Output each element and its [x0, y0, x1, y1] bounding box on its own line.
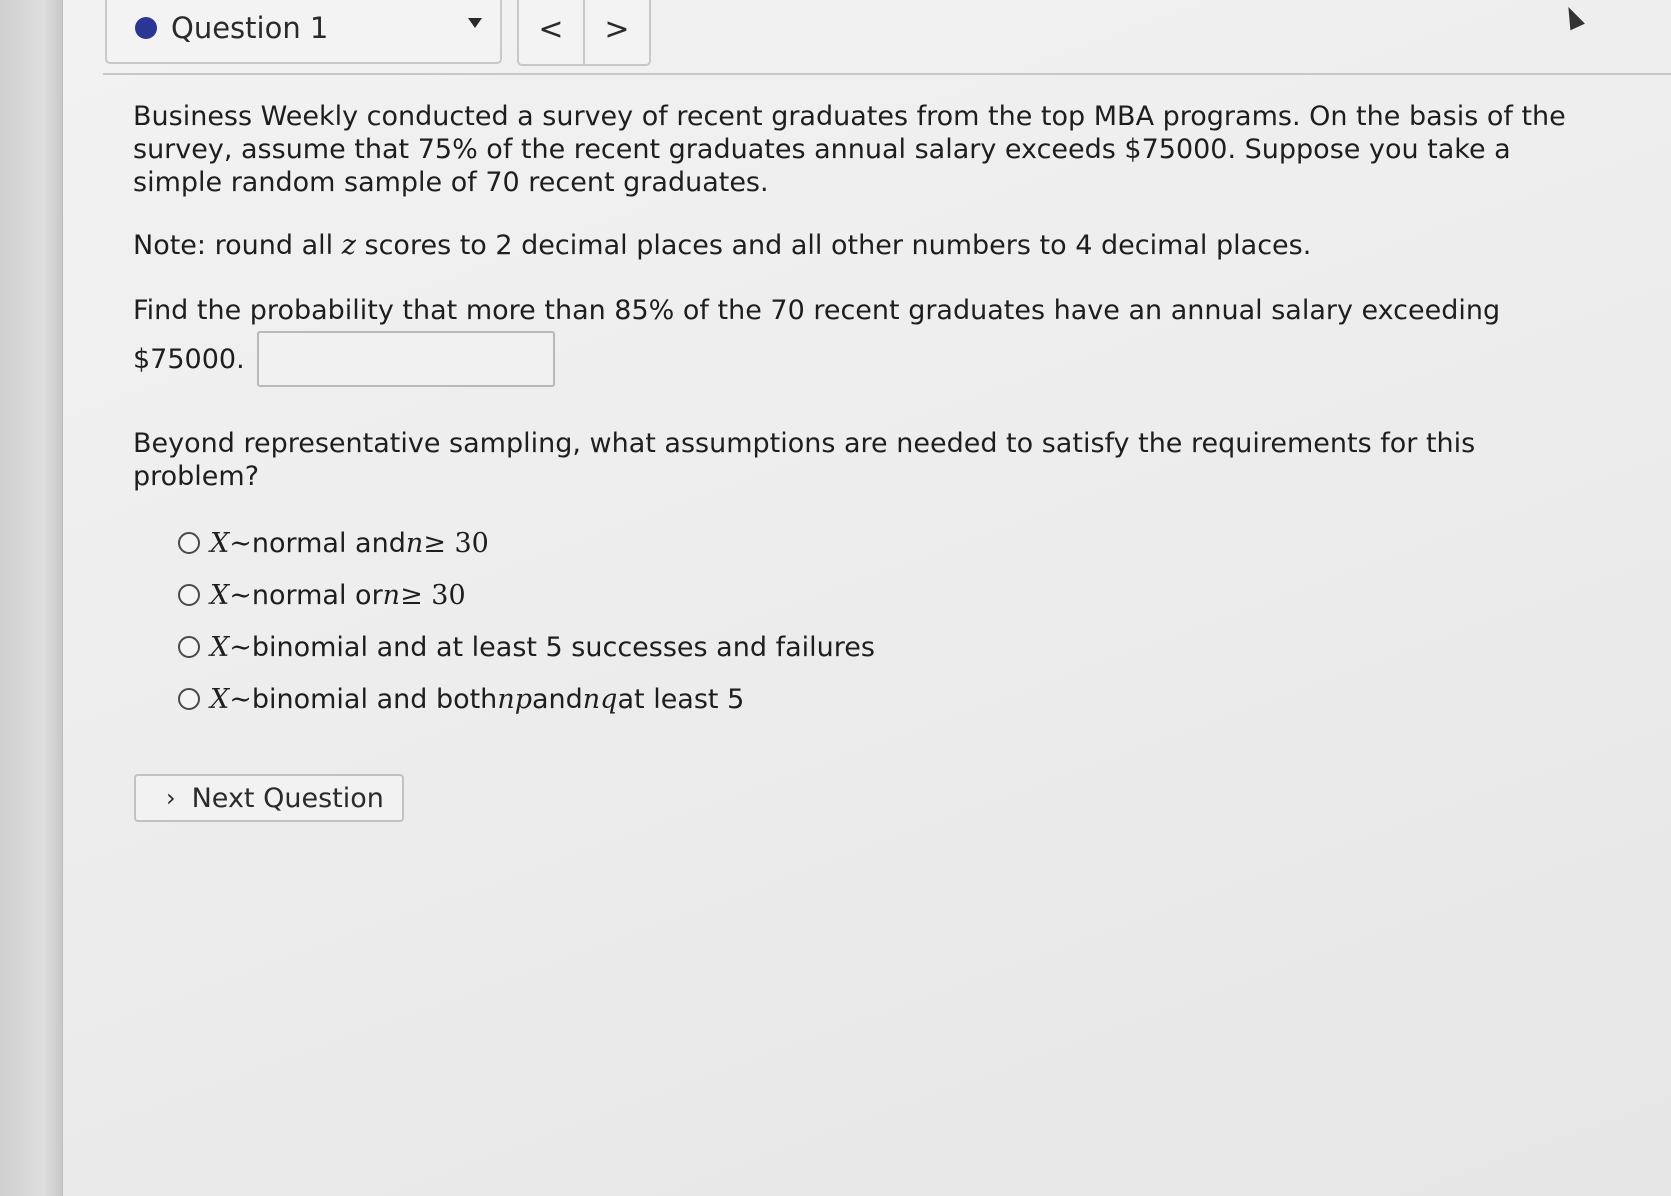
assumptions-prompt: Beyond representative sampling, what assumptions are needed to satisfy the requirements for this problem?	[133, 428, 1476, 492]
note-prefix: Note: round all	[133, 230, 342, 261]
option-normal-and-n30[interactable]	[178, 517, 1573, 569]
answer-row	[133, 331, 1573, 387]
radio-button[interactable]	[178, 532, 200, 554]
mouse-cursor-icon	[1561, 4, 1585, 31]
option-relation: ≥ 30	[423, 527, 489, 559]
option-text: binomial and both	[251, 683, 498, 715]
radio-button[interactable]	[178, 636, 200, 658]
next-question-button[interactable]	[134, 774, 404, 822]
chevron-right-icon: ›	[166, 784, 176, 812]
note-variable: z	[341, 230, 356, 261]
assumption-options	[178, 517, 1573, 725]
option-tilde: ∼	[229, 683, 252, 715]
option-tilde: ∼	[229, 527, 252, 559]
option-text-tail: at least 5	[617, 683, 745, 715]
option-math: n	[382, 579, 401, 611]
radio-button[interactable]	[178, 688, 200, 710]
option-text-and: and	[532, 683, 583, 715]
caret-down-icon[interactable]	[468, 18, 482, 28]
left-edge-strip	[0, 0, 63, 1196]
next-question-label: Next Question	[191, 782, 384, 814]
problem-statement: Business Weekly conducted a survey of recent graduates from the top MBA programs. On the basis of the survey, assume that 75% of the recent graduates annual salary exceeds $75000. Suppose you take a simple random sample of 70 recent graduates.	[133, 101, 1566, 198]
status-dot-icon	[135, 17, 157, 39]
option-math: n	[405, 527, 424, 559]
option-binomial-np-nq[interactable]	[178, 673, 1573, 725]
option-variable: X	[210, 683, 230, 715]
option-text: binomial and at least 5 successes and failures	[251, 631, 875, 663]
previous-question-button[interactable]: <	[538, 11, 564, 47]
option-relation: ≥ 30	[400, 579, 466, 611]
question-body	[133, 100, 1573, 725]
option-normal-or-n30[interactable]	[178, 569, 1573, 621]
header-divider	[103, 73, 1671, 75]
option-variable: X	[210, 631, 230, 663]
probability-answer-input[interactable]	[257, 331, 555, 387]
next-question-arrow-button[interactable]: >	[583, 0, 649, 64]
find-prompt: Find the probability that more than 85% of the 70 recent graduates have an annual salary exceeding	[133, 295, 1501, 326]
option-math-nq: nq	[582, 683, 618, 715]
option-math-np: np	[497, 683, 532, 715]
question-label: Question 1	[171, 11, 329, 45]
rounding-note	[133, 229, 1573, 262]
option-text: normal and	[251, 527, 406, 559]
note-suffix: scores to 2 decimal places and all other numbers to 4 decimal places.	[355, 230, 1312, 261]
option-tilde: ∼	[229, 579, 252, 611]
option-text: normal or	[251, 579, 383, 611]
question-page	[63, 0, 1671, 1196]
radio-button[interactable]	[178, 584, 200, 606]
option-binomial-successes-failures[interactable]	[178, 621, 1573, 673]
question-selector[interactable]	[105, 0, 502, 64]
option-tilde: ∼	[229, 631, 252, 663]
option-variable: X	[210, 579, 230, 611]
question-pager	[517, 0, 651, 66]
option-variable: X	[210, 527, 230, 559]
find-amount: $75000.	[133, 343, 245, 375]
